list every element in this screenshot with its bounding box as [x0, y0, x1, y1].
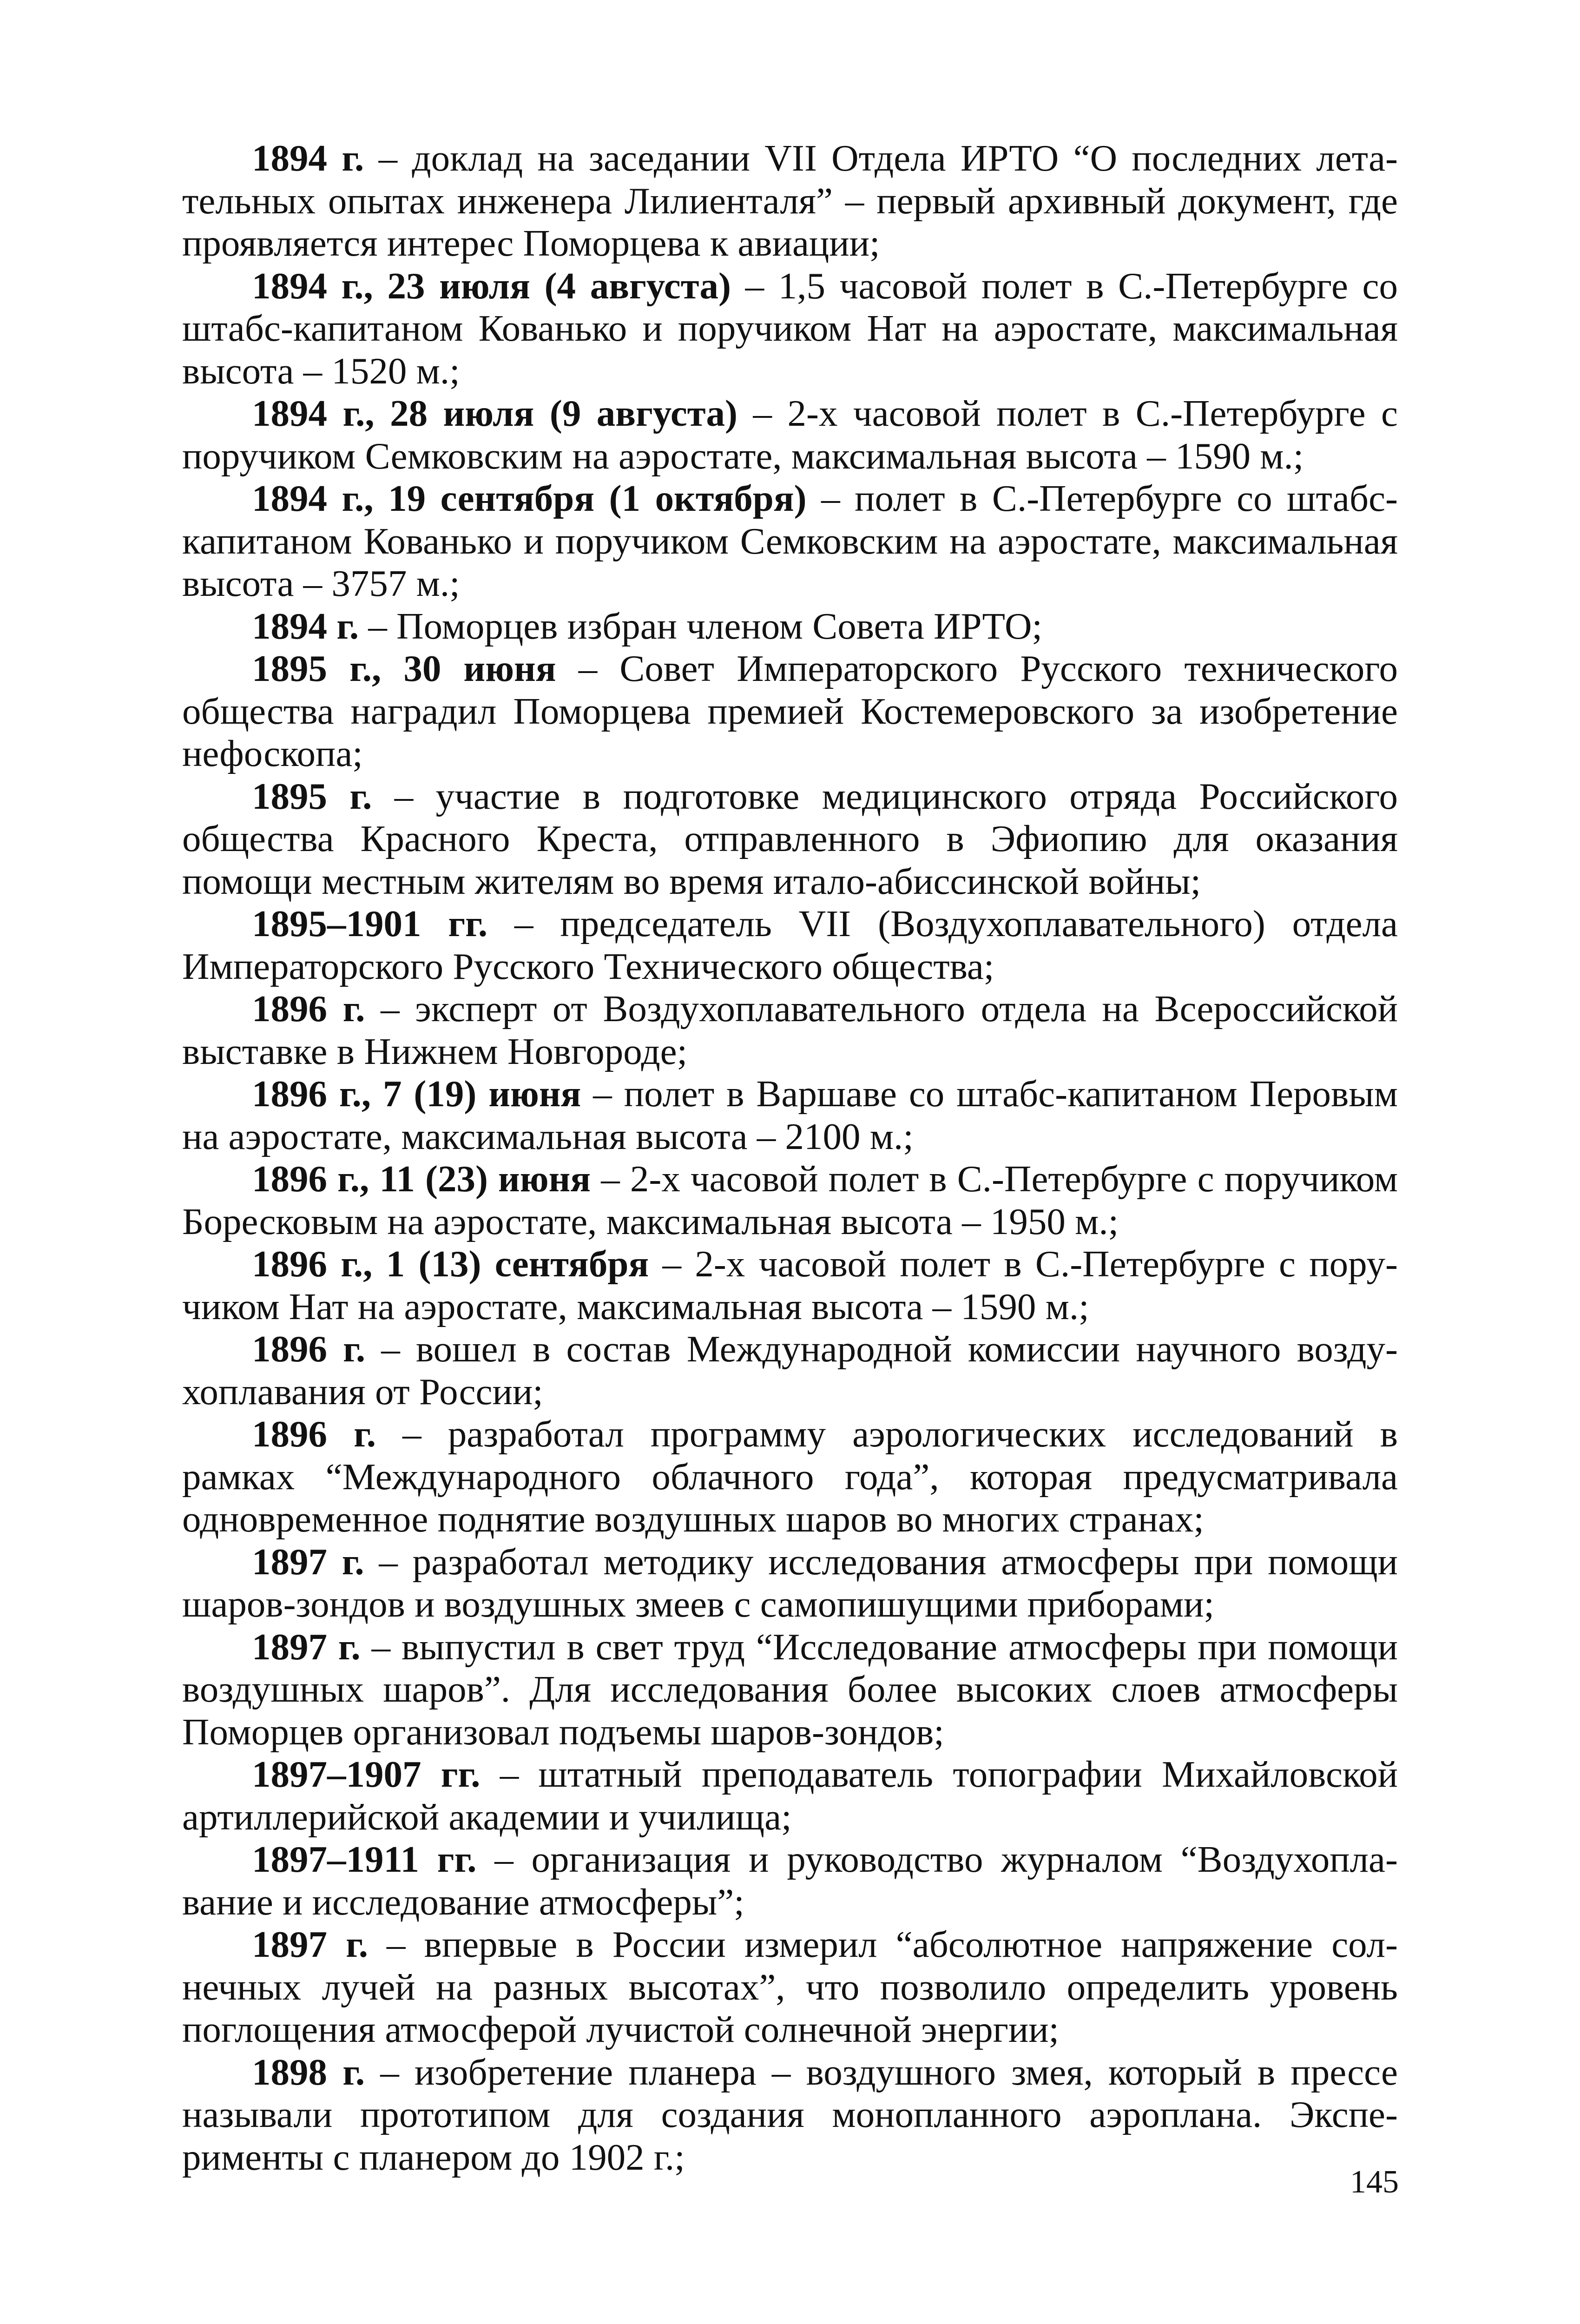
entry-date: 1897 г.: [252, 1625, 361, 1668]
entry-date: 1896 г., 1 (13) сентября: [252, 1243, 649, 1285]
entry-text: – полет в Варшаве со штабс-капитаном Перовым на аэростате, максимальная высота – 2100 м.;: [182, 1073, 1398, 1157]
chronology-entry: [182, 1923, 1398, 2051]
entry-text: – впервые в России измерил “абсолютное напряжение солнечных лучей на разных высотах”, что позволило определить уровень поглощения атмосферой лучистой солнечной энергии;: [182, 1923, 1398, 2050]
chronology-entry: [182, 1541, 1398, 1626]
entry-text: – 2-х часовой полет в С.-Петербурге с поручиком Боресковым на аэростате, максимальная высота – 1950 м.;: [182, 1158, 1398, 1242]
chronology-entry: [182, 1158, 1398, 1243]
entry-text: – доклад на заседании VII Отдела ИРТО “О последних летательных опытах инженера Лилиенталя” – первый архивный документ, где проявляется интерес Поморцева к авиации;: [182, 137, 1398, 264]
entry-date: 1894 г.: [252, 137, 364, 179]
chronology-entry: [182, 775, 1398, 903]
entry-text: – выпустил в свет труд “Исследование атмосферы при помощи воздушных шаров”. Для исследования более высоких слоев атмосферы Поморцев организовал подъемы шаров-зондов;: [182, 1625, 1398, 1753]
chronology-entry: [182, 605, 1398, 648]
entry-date: 1897–1911 гг.: [252, 1838, 477, 1880]
entry-date: 1894 г.: [252, 605, 359, 647]
entry-date: 1894 г., 28 июля (9 августа): [252, 392, 738, 434]
chronology-entry: [182, 265, 1398, 393]
chronology-entry: [182, 477, 1398, 605]
page-number: 145: [1350, 2164, 1399, 2200]
chronology-entry: [182, 903, 1398, 988]
entry-text: – участие в подготовке медицинского отряда Российского общества Красного Креста, отправленного в Эфиопию для оказания помощи местным жителям во время итало-абиссинской войны;: [182, 775, 1398, 902]
chronology-text: [182, 137, 1398, 2179]
entry-text: – организация и руководство журналом “Воздухоплавание и исследование атмосферы”;: [182, 1838, 1398, 1923]
entry-date: 1896 г.: [252, 988, 365, 1030]
chronology-entry: [182, 988, 1398, 1073]
entry-date: 1894 г., 19 сентября (1 октября): [252, 477, 807, 519]
entry-date: 1895 г.: [252, 775, 372, 817]
entry-date: 1897 г.: [252, 1540, 364, 1583]
entry-date: 1895 г., 30 июня: [252, 647, 556, 689]
entry-text: – 1,5 часовой полет в С.-Петербурге со штабс-капитаном Кованько и поручиком Нат на аэростате, максимальная высота – 1520 м.;: [182, 264, 1398, 392]
entry-text: – 2-х часовой полет в С.-Петербурге с поручиком Семковским на аэростате, максимальная высота – 1590 м.;: [182, 392, 1398, 477]
entry-text: – штатный преподаватель топографии Михайловской артиллерийской академии и училища;: [182, 1753, 1398, 1838]
chronology-entry: [182, 1413, 1398, 1541]
chronology-entry: [182, 1753, 1398, 1838]
entry-date: 1895–1901 гг.: [252, 903, 488, 944]
chronology-entry: [182, 392, 1398, 477]
chronology-entry: [182, 1243, 1398, 1328]
chronology-entry: [182, 647, 1398, 775]
entry-text: – полет в С.-Петербурге со штабскапитаном Кованько и поручиком Семковским на аэростате, максимальная высота – 3757 м.;: [182, 477, 1398, 604]
entry-text: – разработал методику исследования атмосферы при помощи шаров-зондов и воздушных змеев с самопишущими приборами;: [182, 1540, 1398, 1625]
chronology-entry: [182, 1626, 1398, 1754]
entry-text: – 2-х часовой полет в С.-Петербурге с поручиком Нат на аэростате, максимальная высота – 1590 м.;: [182, 1243, 1398, 1327]
chronology-entry: [182, 1073, 1398, 1158]
entry-date: 1897 г.: [252, 1923, 368, 1965]
chronology-entry: [182, 137, 1398, 265]
entry-text: – эксперт от Воздухоплавательного отдела на Всероссийской выставке в Нижнем Новгороде;: [182, 988, 1398, 1072]
entry-date: 1896 г., 7 (19) июня: [252, 1073, 581, 1115]
chronology-entry: [182, 2051, 1398, 2179]
entry-date: 1898 г.: [252, 2051, 365, 2093]
entry-date: 1894 г., 23 июля (4 августа): [252, 264, 731, 307]
chronology-entry: [182, 1838, 1398, 1923]
entry-date: 1896 г.: [252, 1328, 366, 1370]
entry-text: – разработал программу аэрологических исследований в рамках “Международного облачного года”, которая предусматривала одновременное поднятие воздушных шаров во многих странах;: [182, 1413, 1398, 1540]
entry-text: – Совет Императорского Русского технического общества наградил Поморцева премией Костемеровского за изобретение нефоскопа;: [182, 647, 1398, 774]
entry-text: – Поморцев избран членом Совета ИРТО;: [359, 605, 1042, 647]
entry-text: – вошел в состав Международной комиссии научного воздухоплавания от России;: [182, 1328, 1398, 1413]
entry-text: – председатель VII (Воздухоплавательного) отдела Императорского Русского Технического общества;: [182, 903, 1398, 987]
entry-date: 1896 г.: [252, 1413, 376, 1455]
chronology-entry: [182, 1328, 1398, 1413]
entry-date: 1897–1907 гг.: [252, 1753, 481, 1795]
entry-text: – изобретение планера – воздушного змея, который в прессе называли прототипом для создания монопланного аэроплана. Эксперименты с планером до 1902 г.;: [182, 2051, 1398, 2178]
entry-date: 1896 г., 11 (23) июня: [252, 1158, 591, 1200]
